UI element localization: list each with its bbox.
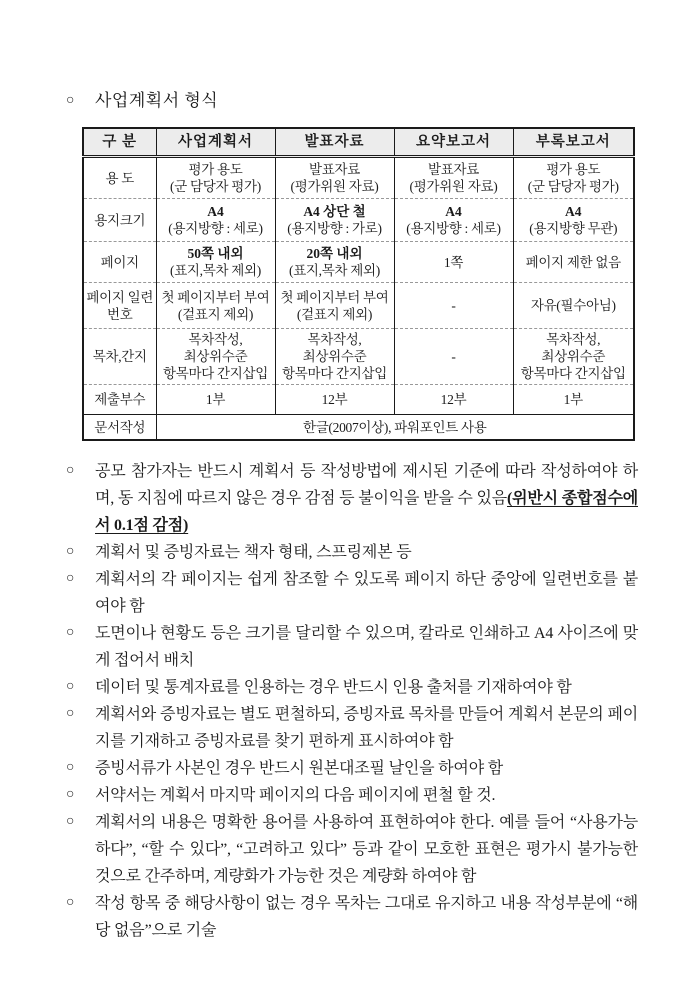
table-cell: 발표자료 (평가위원 자료) bbox=[394, 157, 513, 199]
table-cell: 평가 용도 (군 담당자 평가) bbox=[156, 157, 275, 199]
row-label: 문서작성 bbox=[83, 415, 156, 441]
column-header: 발표자료 bbox=[275, 128, 394, 157]
circle-bullet-icon: ○ bbox=[66, 544, 75, 559]
circle-bullet-icon: ○ bbox=[66, 706, 75, 721]
circle-bullet-icon: ○ bbox=[66, 93, 75, 108]
table-cell: A4 (용지방향 : 세로) bbox=[394, 199, 513, 242]
note-item bbox=[65, 620, 638, 674]
note-item bbox=[65, 539, 638, 566]
row-label: 목차,간지 bbox=[83, 329, 156, 385]
table-cell: 1부 bbox=[156, 385, 275, 415]
table-cell: A4 상단 철 (용지방향 : 가로) bbox=[275, 199, 394, 242]
note-text: 증빙서류가 사본인 경우 반드시 원본대조필 날인을 하여야 함 bbox=[95, 760, 504, 777]
table-cell: 1쪽 bbox=[394, 242, 513, 283]
table-cell: 페이지 제한 없음 bbox=[513, 242, 634, 283]
table-cell-span: 한글(2007이상), 파워포인트 사용 bbox=[156, 415, 634, 441]
page-title bbox=[65, 88, 638, 114]
note-text: 계획서의 각 페이지는 쉽게 참조할 수 있도록 페이지 하단 중앙에 일련번호를 붙여야 함 bbox=[95, 571, 638, 615]
note-emphasis: (위반시 종합점수에서 0.1점 감점) bbox=[95, 490, 638, 534]
table-cell: A4 (용지방향 : 세로) bbox=[156, 199, 275, 242]
note-text: 작성 항목 중 해당사항이 없는 경우 목차는 그대로 유지하고 내용 작성부분에 “해당 없음”으로 기술 bbox=[95, 895, 638, 939]
table-cell: 20쪽 내외 (표지,목차 제외) bbox=[275, 242, 394, 283]
table-cell: 첫 페이지부터 부여 (겉표지 제외) bbox=[275, 283, 394, 329]
note-text: 계획서의 내용은 명확한 용어를 사용하여 표현하여야 한다. 예를 들어 “사용가능하다”, “할 수 있다”, “고려하고 있다” 등과 같이 모호한 표현은 평가시 불가능한 것으로 간주하며, 계량화가 가능한 것은 계량화 하여야 함 bbox=[95, 814, 638, 885]
table-header-row bbox=[83, 128, 634, 157]
row-label: 용 도 bbox=[83, 157, 156, 199]
row-label: 페이지 bbox=[83, 242, 156, 283]
document-content bbox=[65, 88, 638, 944]
note-list bbox=[65, 458, 638, 944]
note-item bbox=[65, 674, 638, 701]
table-cell: 목차작성, 최상위수준 항목마다 간지삽입 bbox=[275, 329, 394, 385]
table-cell: 첫 페이지부터 부여 (겉표지 제외) bbox=[156, 283, 275, 329]
table-row bbox=[83, 415, 634, 441]
note-item bbox=[65, 458, 638, 539]
circle-bullet-icon: ○ bbox=[66, 760, 75, 775]
table-cell: - bbox=[394, 329, 513, 385]
table-row bbox=[83, 329, 634, 385]
note-item bbox=[65, 782, 638, 809]
format-spec-table bbox=[82, 127, 635, 441]
table-cell: 목차작성, 최상위수준 항목마다 간지삽입 bbox=[513, 329, 634, 385]
circle-bullet-icon: ○ bbox=[66, 463, 75, 478]
table-cell: 12부 bbox=[394, 385, 513, 415]
table-row bbox=[83, 199, 634, 242]
note-text: 서약서는 계획서 마지막 페이지의 다음 페이지에 편철 할 것. bbox=[95, 787, 496, 804]
note-item bbox=[65, 809, 638, 890]
table-cell: 평가 용도 (군 담당자 평가) bbox=[513, 157, 634, 199]
table-row bbox=[83, 157, 634, 199]
note-text: 계획서와 증빙자료는 별도 편철하되, 증빙자료 목차를 만들어 계획서 본문의 페이지를 기재하고 증빙자료를 찾기 편하게 표시하여야 함 bbox=[95, 706, 638, 750]
column-header: 부록보고서 bbox=[513, 128, 634, 157]
note-text: 계획서 및 증빙자료는 책자 형태, 스프링제본 등 bbox=[95, 544, 412, 561]
table-cell: 12부 bbox=[275, 385, 394, 415]
circle-bullet-icon: ○ bbox=[66, 895, 75, 910]
table-cell: - bbox=[394, 283, 513, 329]
note-item bbox=[65, 701, 638, 755]
note-item bbox=[65, 890, 638, 944]
note-text: 공모 참가자는 반드시 계획서 등 작성방법에 제시된 기준에 따라 작성하여야 하며, 동 지침에 따르지 않은 경우 감점 등 불이익을 받을 수 있음 bbox=[95, 463, 638, 507]
circle-bullet-icon: ○ bbox=[66, 814, 75, 829]
table-cell: 목차작성, 최상위수준 항목마다 간지삽입 bbox=[156, 329, 275, 385]
table-row bbox=[83, 283, 634, 329]
note-text: 도면이나 현황도 등은 크기를 달리할 수 있으며, 칼라로 인쇄하고 A4 사이즈에 맞게 접어서 배치 bbox=[95, 625, 638, 669]
row-label: 페이지 일련번호 bbox=[83, 283, 156, 329]
table-cell: 자유(필수아님) bbox=[513, 283, 634, 329]
column-header: 구 분 bbox=[83, 128, 156, 157]
page-title-text: 사업계획서 형식 bbox=[95, 91, 219, 110]
row-label: 제출부수 bbox=[83, 385, 156, 415]
row-label: 용지크기 bbox=[83, 199, 156, 242]
circle-bullet-icon: ○ bbox=[66, 571, 75, 586]
circle-bullet-icon: ○ bbox=[66, 787, 75, 802]
note-item bbox=[65, 755, 638, 782]
table-cell: 1부 bbox=[513, 385, 634, 415]
note-text: 데이터 및 통계자료를 인용하는 경우 반드시 인용 출처를 기재하여야 함 bbox=[95, 679, 572, 696]
table-row bbox=[83, 242, 634, 283]
circle-bullet-icon: ○ bbox=[66, 625, 75, 640]
table-cell: A4 (용지방향 무관) bbox=[513, 199, 634, 242]
column-header: 사업계획서 bbox=[156, 128, 275, 157]
table-cell: 발표자료 (평가위원 자료) bbox=[275, 157, 394, 199]
circle-bullet-icon: ○ bbox=[66, 679, 75, 694]
table-row bbox=[83, 385, 634, 415]
table-cell: 50쪽 내외 (표지,목차 제외) bbox=[156, 242, 275, 283]
note-item bbox=[65, 566, 638, 620]
column-header: 요약보고서 bbox=[394, 128, 513, 157]
